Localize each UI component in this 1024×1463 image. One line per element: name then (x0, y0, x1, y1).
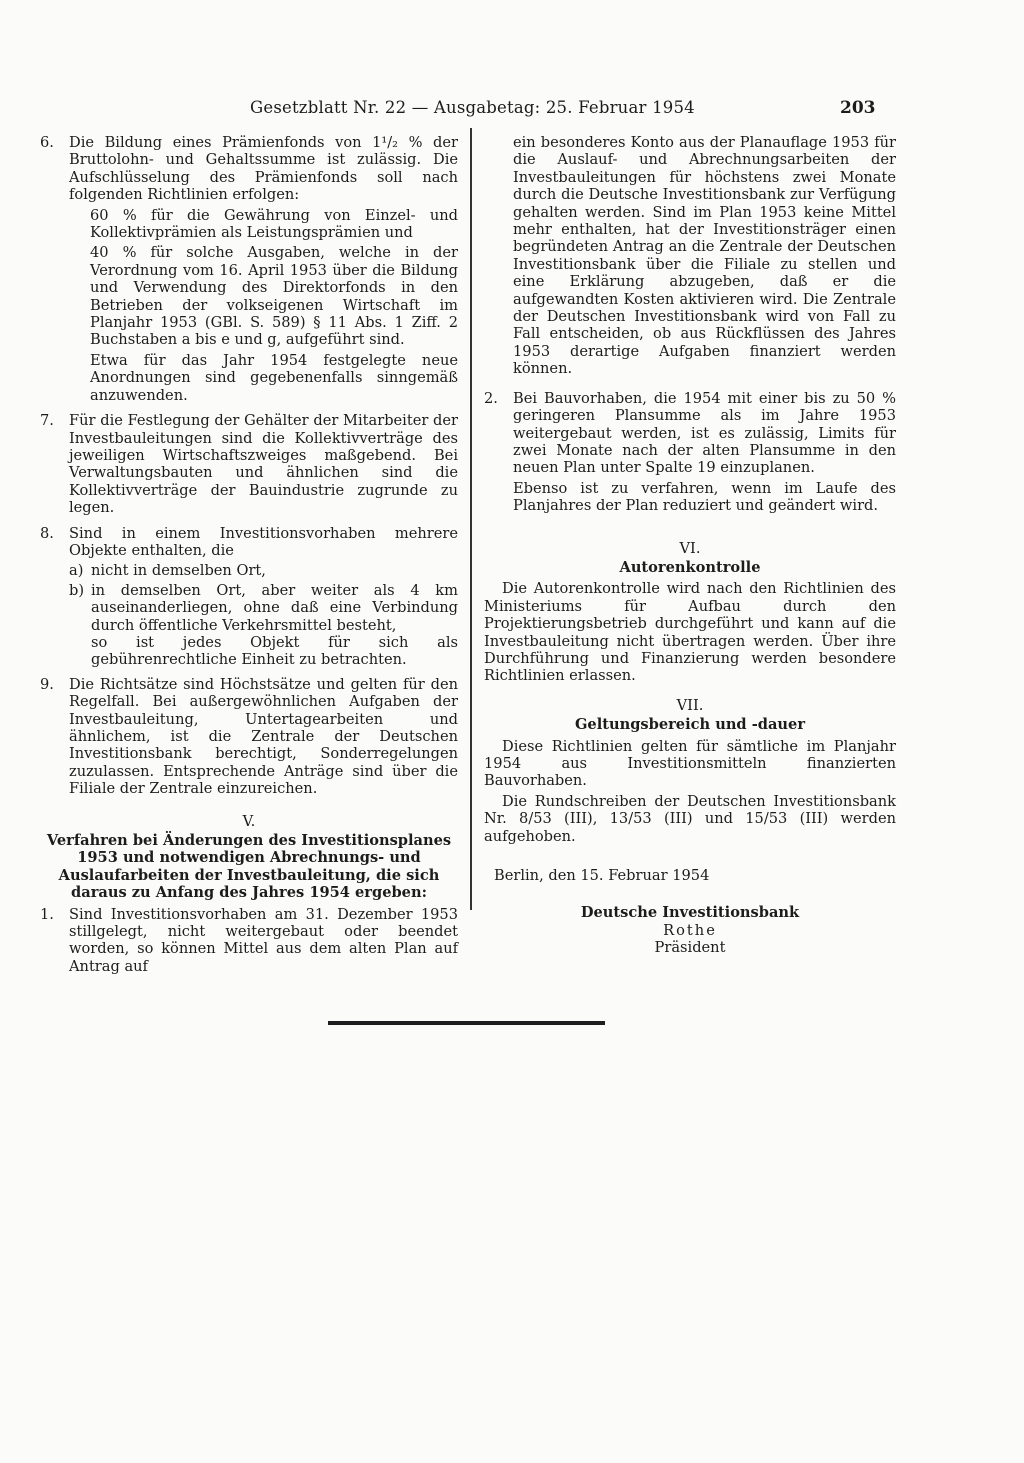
item-number: 2. (484, 389, 498, 407)
sub-text: nicht in demselben Ort, (91, 562, 266, 580)
item-text: Die Richtsätze sind Höchstsätze und gelten für den Regelfall. Bei außergewöhnlichen Aufgaben der Investbauleitung, Untertagearbeiten und ähnlichem, ist die Zentrale der Deutschen Investitionsbank berechtigt, Sonderregelungen zuzulassen. Entsprechende Anträge sind über die Filiale der Zentrale einzureichen. (69, 675, 458, 798)
left-column (40, 134, 458, 983)
signature-name: Rothe (663, 921, 717, 939)
section-title: Autorenkontrolle (619, 558, 761, 576)
item-text: Bei Bauvorhaben, die 1954 mit einer bis zu 50 % geringeren Plansumme als im Jahre 1953 weitergebaut werden, ist es zulässig, Limits für zwei Monate nach der alten Plansumme in den neuen Plan unter Spalte 19 einzuplanen. (513, 389, 896, 477)
item-text: Sind Investitionsvorhaben am 31. Dezember 1953 stillgelegt, nicht weitergebaut oder beendet worden, so können Mittel aus dem alten Plan auf Antrag auf (69, 905, 458, 975)
item-text: Sind in einem Investitionsvorhaben mehrere Objekte enthalten, die (69, 524, 458, 559)
item-number: 7. (40, 412, 54, 430)
section-title: Verfahren bei Änderungen des Investitionsplanes 1953 und notwendigen Abrechnungs- und Auslaufarbeiten der Investbauleitung, die sich daraus zu Anfang des Jahres 1954 ergeben: (46, 832, 452, 902)
section-number: VII. (676, 696, 704, 714)
list-item-9 (40, 676, 458, 801)
section-text: Diese Richtlinien gelten für sämtliche im Planjahr 1954 aus Investitionsmitteln finanzierten Bauvorhaben. (484, 737, 896, 790)
list-item-v1 (40, 906, 458, 979)
sub-text-tail: so ist jedes Objekt für sich als gebührenrechtliche Einheit zu betrachten. (91, 633, 458, 669)
continued-text: ein besonderes Konto aus der Planauflage 1953 für die Auslauf- und Abrechnungsarbeiten der Investbauleitungen für höchstens zwei Monate durch die Deutsche Investitionsbank zur Verfügung gehalten werden. Sind im Plan 1953 keine Mittel mehr enthalten, hat der Investitionsträger einen begründeten Antrag an die Zentrale der Deutschen Investitionsbank über die Filiale zu stellen und eine Erklärung abzugeben, daß er die aufgewandten Kosten aktivieren wird. Die Zentrale der Deutschen Investitionsbank wird von Fall zu Fall entscheiden, ob aus Rückflüssen des Jahres 1953 derartige Aufgaben finanziert werden können. (513, 134, 896, 378)
list-item-v2 (484, 390, 896, 518)
signature-role: Präsident (654, 939, 726, 957)
sub-item-b (69, 582, 458, 669)
sub-item-a (69, 562, 458, 579)
place-date: Berlin, den 15. Februar 1954 (494, 867, 710, 885)
end-rule (328, 1021, 605, 1025)
list-item-8 (40, 525, 458, 671)
signature-organization: Deutsche Investitionsbank (580, 904, 800, 922)
section-number: V. (242, 812, 256, 830)
section-text: Die Rundschreiben der Deutschen Investitionsbank Nr. 8/53 (III), 13/53 (III) und 15/53 (III) werden aufgehoben. (484, 792, 896, 845)
section-title: Geltungsbereich und -dauer (574, 716, 806, 734)
page-header: Gesetzblatt Nr. 22 — Ausgabetag: 25. Februar 1954 (250, 98, 695, 117)
sub-label: a) (69, 562, 84, 580)
item-number: 9. (40, 675, 54, 693)
item-paragraph: 40 % für solche Ausgaben, welche in der Verordnung vom 16. April 1953 über die Bildung und Verwendung des Direktorfonds in den Betrieben der volkseigenen Wirtschaft im Planjahr 1953 (GBl. S. 589) § 11 Abs. 1 Ziff. 2 Buchstaben a bis e und g, aufgeführt sind. (90, 244, 458, 349)
item-number: 8. (40, 524, 54, 542)
section-text: Die Autorenkontrolle wird nach den Richtlinien des Ministeriums für Aufbau durch den Projektierungsbetrieb durchgeführt und kann auf die Investbauleitung nicht übertragen werden. Über ihre Durchführung und Finanzierung werden besondere Richtlinien erlassen. (484, 580, 896, 685)
item-number: 6. (40, 134, 54, 151)
section-number: VI. (679, 539, 701, 557)
page-number: 203 (840, 98, 876, 118)
item-paragraph: 60 % für die Gewährung von Einzel- und Kollektivprämien als Leistungsprämien und (90, 206, 458, 242)
item-text: Die Bildung eines Prämienfonds von 1¹/₂ % der Bruttolohn- und Gehaltssumme ist zulässig. Die Aufschlüsselung des Prämienfonds soll nach folgenden Richtlinien erfolgen: (69, 134, 458, 204)
list-item-6 (40, 134, 458, 407)
list-item-7 (40, 412, 458, 519)
item-paragraph: Ebenso ist zu verfahren, wenn im Laufe des Planjahres der Plan reduziert und geändert wird. (513, 479, 896, 515)
item-text: Für die Festlegung der Gehälter der Mitarbeiter der Investbauleitungen sind die Kollektivverträge des jeweiligen Wirtschaftszweiges maßgebend. Bei Verwaltungsbauten und ähnlichen sind die Kollektivverträge der Bauindustrie zugrunde zu legen. (69, 412, 458, 517)
sub-label: b) (69, 581, 85, 599)
right-column (484, 134, 896, 957)
item-paragraph: Etwa für das Jahr 1954 festgelegte neue Anordnungen sind gegebenenfalls sinngemäß anzuwenden. (90, 351, 458, 404)
column-divider (470, 128, 472, 910)
sub-text: in demselben Ort, aber weiter als 4 km auseinanderliegen, ohne daß eine Verbindung durch öffentliche Verkehrsmittel besteht, (91, 581, 458, 634)
item-number: 1. (40, 905, 54, 923)
